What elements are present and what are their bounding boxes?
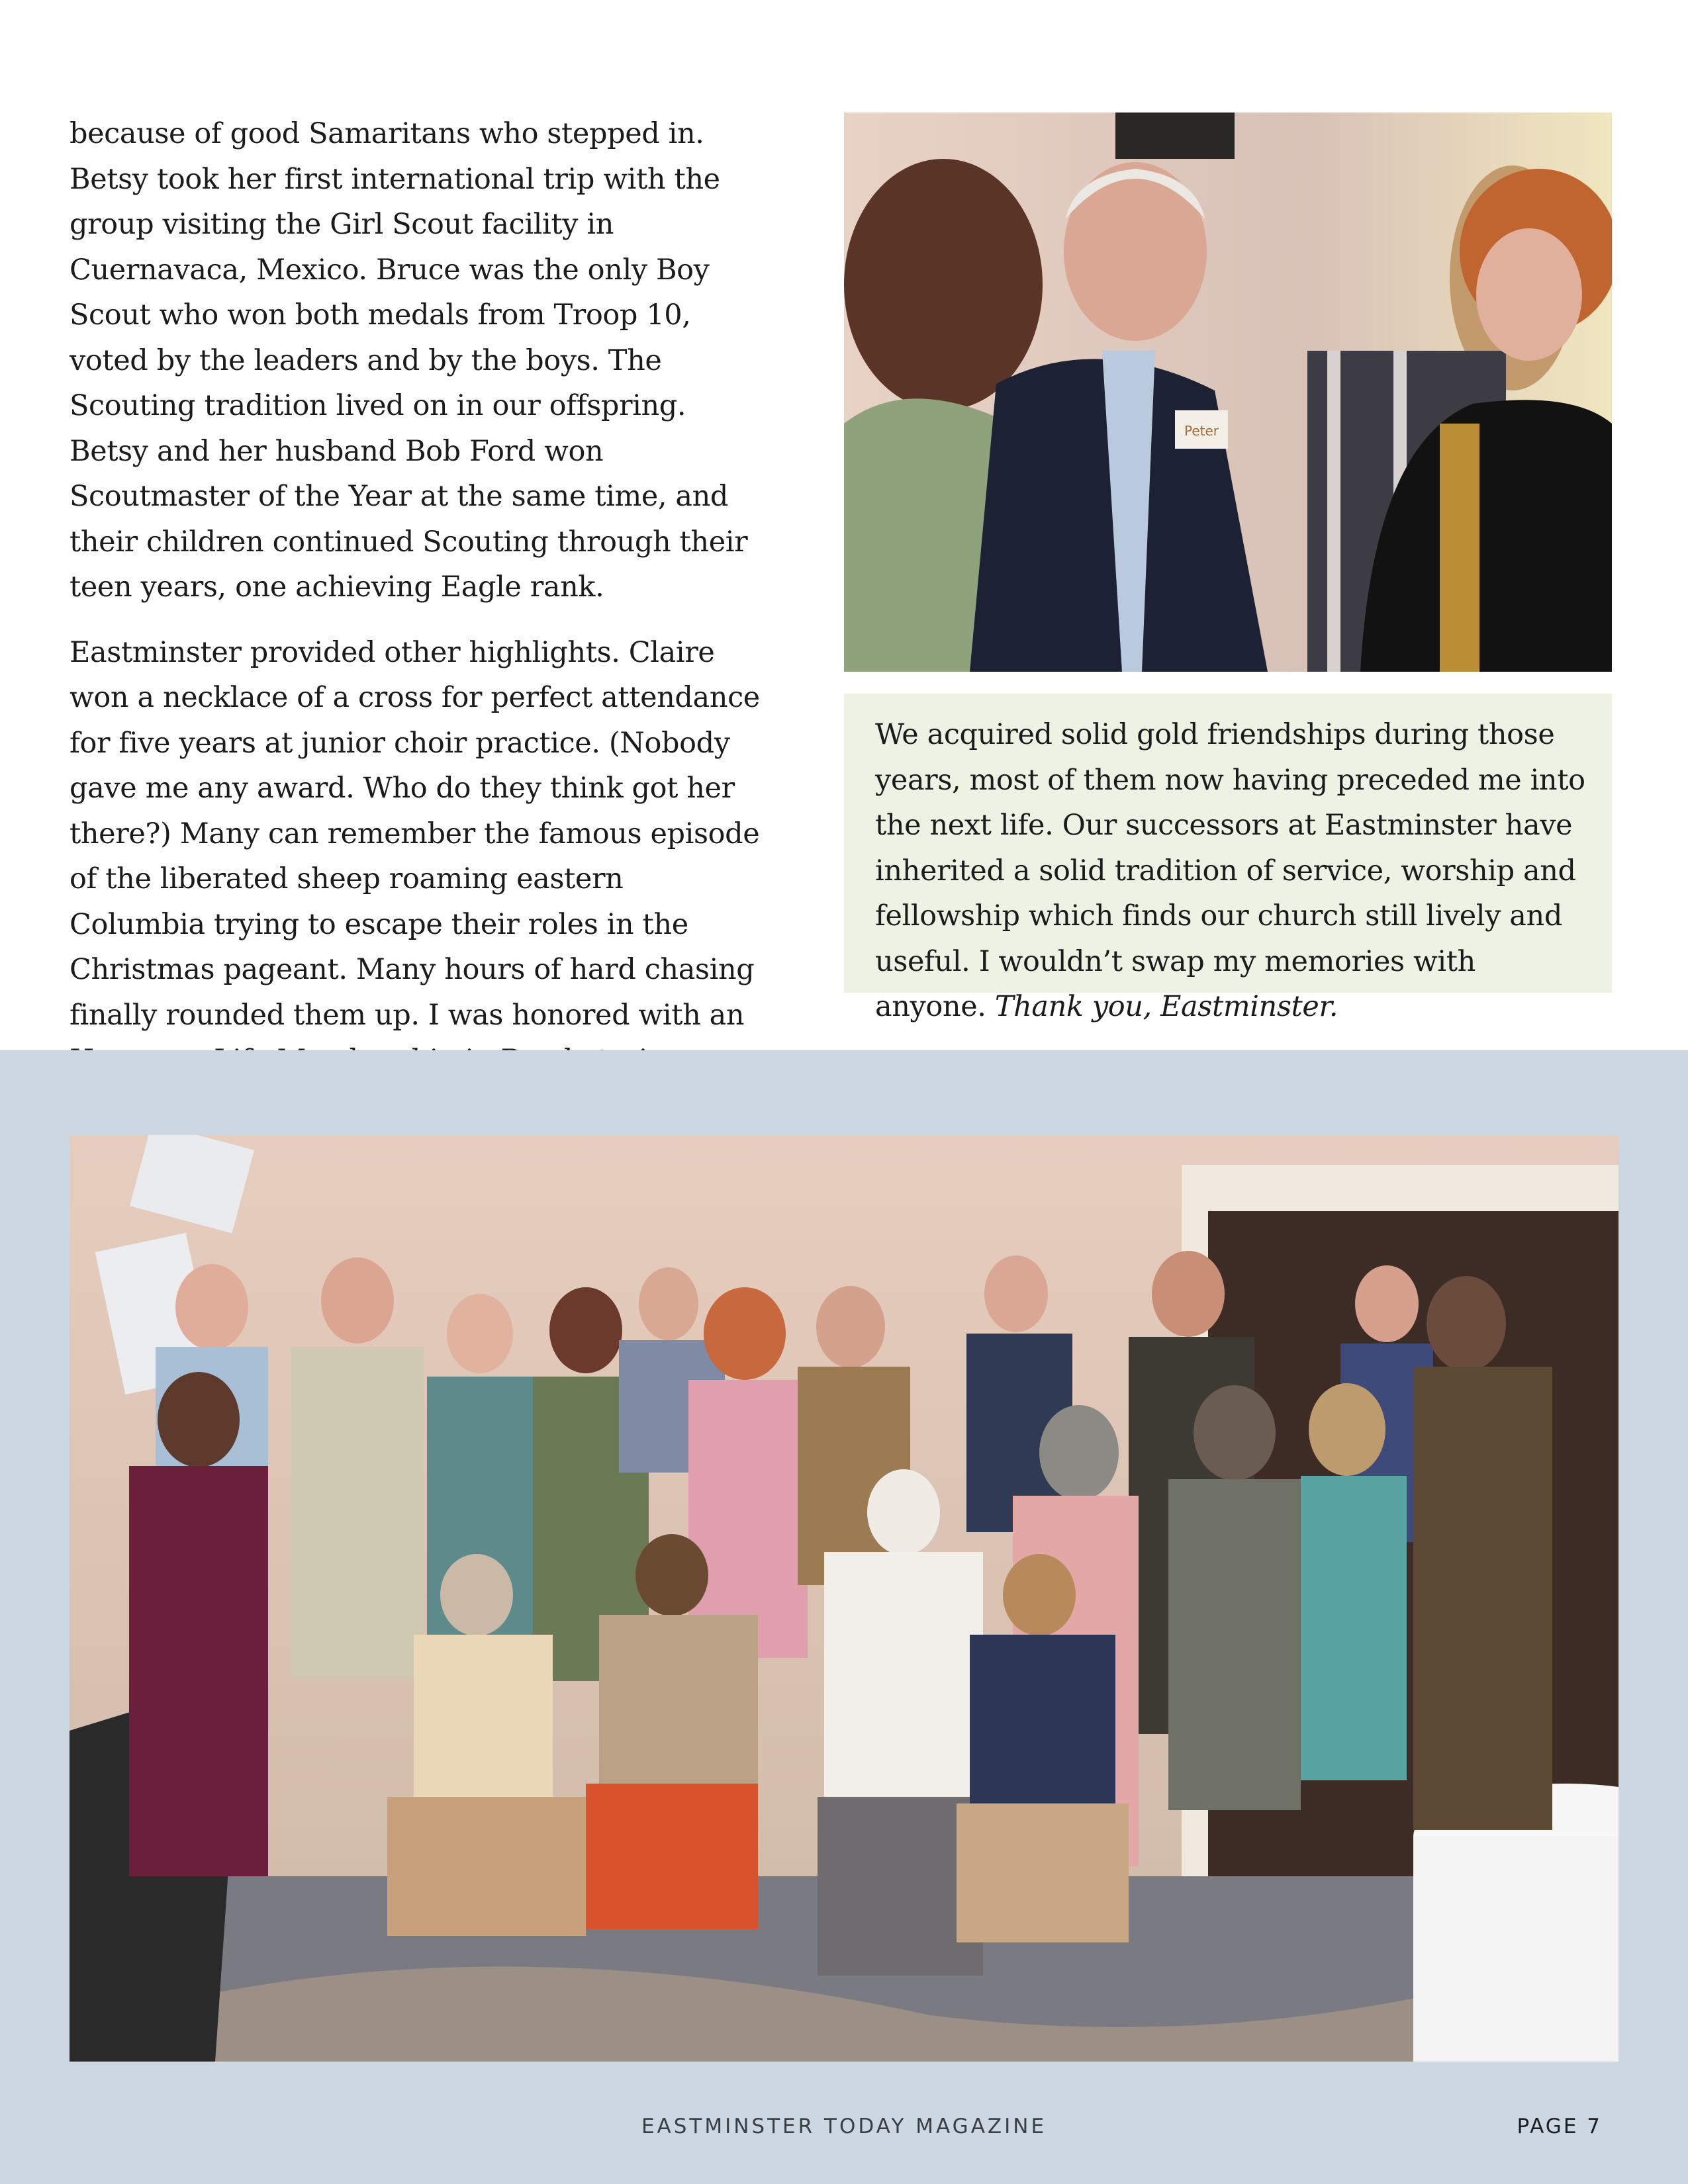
article-paragraph: because of good Samaritans who stepped in. Betsy took her first international trip with the group visiting the Girl Scout facility in Cuernavaca, Mexico. Bruce was the only Boy Scout who won both medals from Troop 10, voted by the leaders and by the boys. The Scouting tradition lived on in our offspring. Betsy and her husband Bob Ford won Scoutmaster of the Year at the same time, and their children continued Scouting through their teen years, one achieving Eagle rank. (70, 117, 748, 604)
magazine-title: EASTMINSTER TODAY MAGAZINE (641, 2115, 1047, 2138)
pull-quote-body: We acquired solid gold friendships during those years, most of them now having preceded me into the next life. Our successors at Eastminster have inherited a solid tradition of service, worship and fellowship which finds our church still lively and useful. I wouldn’t swap my memories with anyone. (875, 718, 1585, 1023)
article-paragraph: Eastminster provided other highlights. Claire won a necklace of a cross for perfect attendance for five years at junior choir practice. (Nobody gave me any award. Who do they think got her there?) Many can remember the famous episode of the liberated sheep roaming eastern Columbia trying to escape their roles in the Christmas pageant. Many hours of hard chasing finally rounded them up. I was honored with an (70, 635, 760, 1032)
pull-quote-closing: Thank you, Eastminster. (994, 990, 1338, 1023)
pull-quote-text (875, 712, 1585, 1030)
page-number: PAGE 7 (1517, 2115, 1602, 2138)
article-column (70, 111, 761, 1148)
name-tag-text: Peter (1184, 423, 1219, 439)
group-photo (70, 1135, 1618, 2062)
conversation-photo (844, 113, 1612, 672)
pull-quote (844, 694, 1612, 1023)
